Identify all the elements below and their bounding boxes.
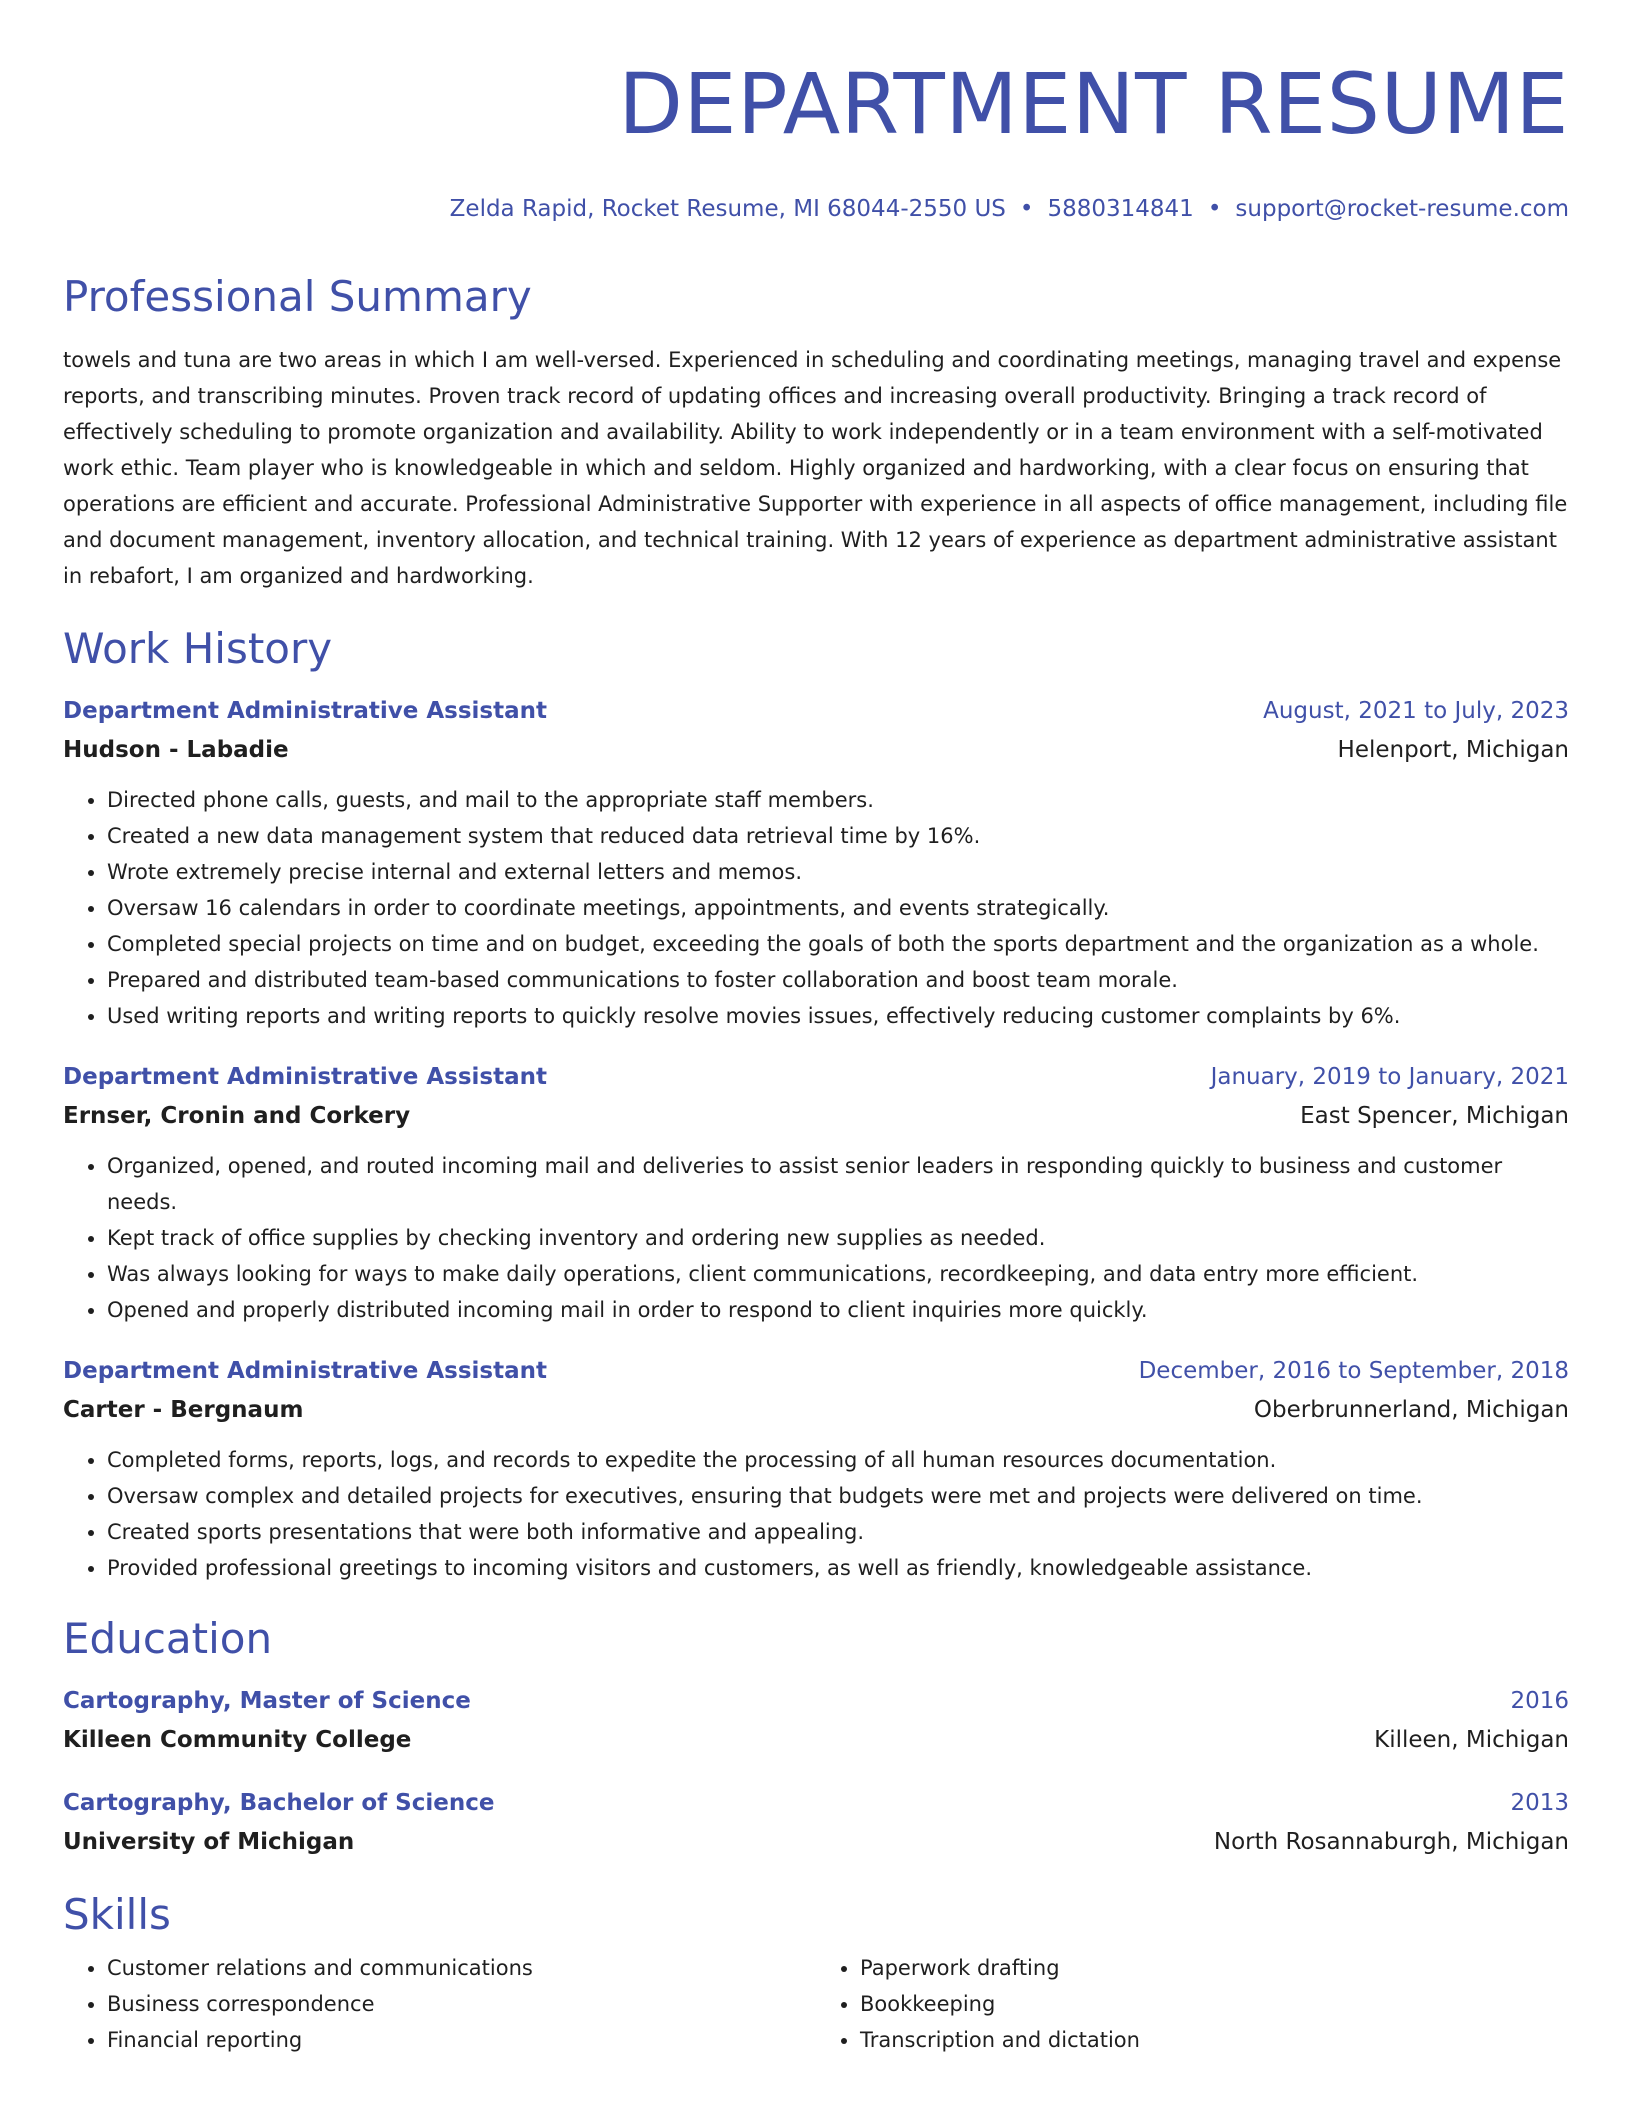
job-entry xyxy=(63,692,1569,1034)
job-location: Oberbrunnerland, Michigan xyxy=(1253,1397,1569,1423)
education-entry xyxy=(63,1682,1569,1760)
education-year: 2013 xyxy=(1510,1790,1569,1816)
job-bullet: • Created a new data management system that reduced data retrieval time by 16%. xyxy=(107,818,1569,854)
job-entry xyxy=(63,1058,1569,1328)
education-school: Killeen Community College xyxy=(63,1727,412,1753)
job-bullet: • Used writing reports and writing reports to quickly resolve movies issues, effectively reducing customer complaints by 6%. xyxy=(107,998,1569,1034)
contact-separator: • xyxy=(1019,196,1034,222)
skill-item: • Financial reporting xyxy=(107,2022,816,2058)
job-company: Ernser, Cronin and Corkery xyxy=(63,1103,411,1129)
job-bullets xyxy=(63,1442,1569,1586)
job-location: East Spencer, Michigan xyxy=(1300,1103,1569,1129)
skills-section-title: Skills xyxy=(63,1890,171,1939)
job-dates: December, 2016 to September, 2018 xyxy=(1138,1358,1569,1384)
job-entry xyxy=(63,1352,1569,1586)
job-role: Department Administrative Assistant xyxy=(63,1064,547,1090)
contact-separator: • xyxy=(1207,196,1222,222)
education-degree: Cartography, Master of Science xyxy=(63,1688,471,1714)
job-dates: August, 2021 to July, 2023 xyxy=(1263,698,1569,724)
job-bullet: • Was always looking for ways to make daily operations, client communications, recordkeeping, and data entry more efficient. xyxy=(107,1256,1569,1292)
education-entry xyxy=(63,1784,1569,1862)
summary-section-title: Professional Summary xyxy=(63,272,532,321)
contact-line xyxy=(63,194,1569,224)
resume-header xyxy=(63,0,1569,224)
summary-text: towels and tuna are two areas in which I am well-versed. Experienced in scheduling and coordinating meetings, managing travel and expense reports, and transcribing minutes. Proven track record of updating offices and increasing overall productivity. Bringing a track record of effectively scheduling to promote organization and availability. Ability to work independently or in a team environment with a self-motivated work ethic. Team player who is knowledgeable in which and seldom. Highly organized and hardworking, with a clear focus on ensuring that operations are efficient and accurate. Professional Administrative Supporter with experience in all aspects of office management, including file and document management, inventory allocation, and technical training. With 12 years of experience as department administrative assistant in rebafort, I am organized and hardworking. xyxy=(63,348,1568,588)
document-title: DEPARTMENT RESUME xyxy=(618,55,1569,153)
contact-address: Zelda Rapid, Rocket Resume, MI 68044-2550 US xyxy=(449,196,1006,222)
job-bullet: • Created sports presentations that were both informative and appealing. xyxy=(107,1514,1569,1550)
skill-item: • Customer relations and communications xyxy=(107,1950,816,1986)
job-bullet: • Oversaw 16 calendars in order to coordinate meetings, appointments, and events strategically. xyxy=(107,890,1569,926)
job-bullet: • Prepared and distributed team-based communications to foster collaboration and boost team morale. xyxy=(107,962,1569,998)
job-bullets xyxy=(63,1148,1569,1328)
job-bullet: • Organized, opened, and routed incoming mail and deliveries to assist senior leaders in responding quickly to business and customer needs. xyxy=(107,1148,1569,1220)
job-bullet: • Provided professional greetings to incoming visitors and customers, as well as friendly, knowledgeable assistance. xyxy=(107,1550,1569,1586)
skill-item: • Transcription and dictation xyxy=(860,2022,1569,2058)
education-section-title: Education xyxy=(63,1614,273,1663)
skills-column-right xyxy=(816,1950,1569,2058)
education-location: North Rosannaburgh, Michigan xyxy=(1213,1829,1569,1855)
skill-item: • Bookkeeping xyxy=(860,1986,1569,2022)
job-role: Department Administrative Assistant xyxy=(63,1358,547,1384)
work-history-section-title: Work History xyxy=(63,624,333,673)
job-bullet: • Kept track of office supplies by checking inventory and ordering new supplies as needed. xyxy=(107,1220,1569,1256)
job-bullet: • Opened and properly distributed incoming mail in order to respond to client inquiries more quickly. xyxy=(107,1292,1569,1328)
job-bullet: • Wrote extremely precise internal and external letters and memos. xyxy=(107,854,1569,890)
contact-phone: 5880314841 xyxy=(1047,196,1194,222)
job-bullet: • Directed phone calls, guests, and mail to the appropriate staff members. xyxy=(107,782,1569,818)
job-bullet: • Oversaw complex and detailed projects for executives, ensuring that budgets were met and projects were delivered on time. xyxy=(107,1478,1569,1514)
job-role: Department Administrative Assistant xyxy=(63,698,547,724)
education-year: 2016 xyxy=(1510,1688,1569,1714)
education-school: University of Michigan xyxy=(63,1829,355,1855)
job-location: Helenport, Michigan xyxy=(1337,737,1569,763)
job-bullet: • Completed forms, reports, logs, and records to expedite the processing of all human resources documentation. xyxy=(107,1442,1569,1478)
education-location: Killeen, Michigan xyxy=(1374,1727,1569,1753)
job-dates: January, 2019 to January, 2021 xyxy=(1210,1064,1569,1090)
job-company: Carter - Bergnaum xyxy=(63,1397,304,1423)
skill-item: • Paperwork drafting xyxy=(860,1950,1569,1986)
job-bullet: • Completed special projects on time and on budget, exceeding the goals of both the sports department and the organization as a whole. xyxy=(107,926,1569,962)
job-company: Hudson - Labadie xyxy=(63,737,289,763)
contact-email: support@rocket-resume.com xyxy=(1235,196,1569,222)
education-degree: Cartography, Bachelor of Science xyxy=(63,1790,495,1816)
job-bullets xyxy=(63,782,1569,1034)
skills-column-left xyxy=(63,1950,816,2058)
skills-list xyxy=(63,1950,1569,2058)
skill-item: • Business correspondence xyxy=(107,1986,816,2022)
